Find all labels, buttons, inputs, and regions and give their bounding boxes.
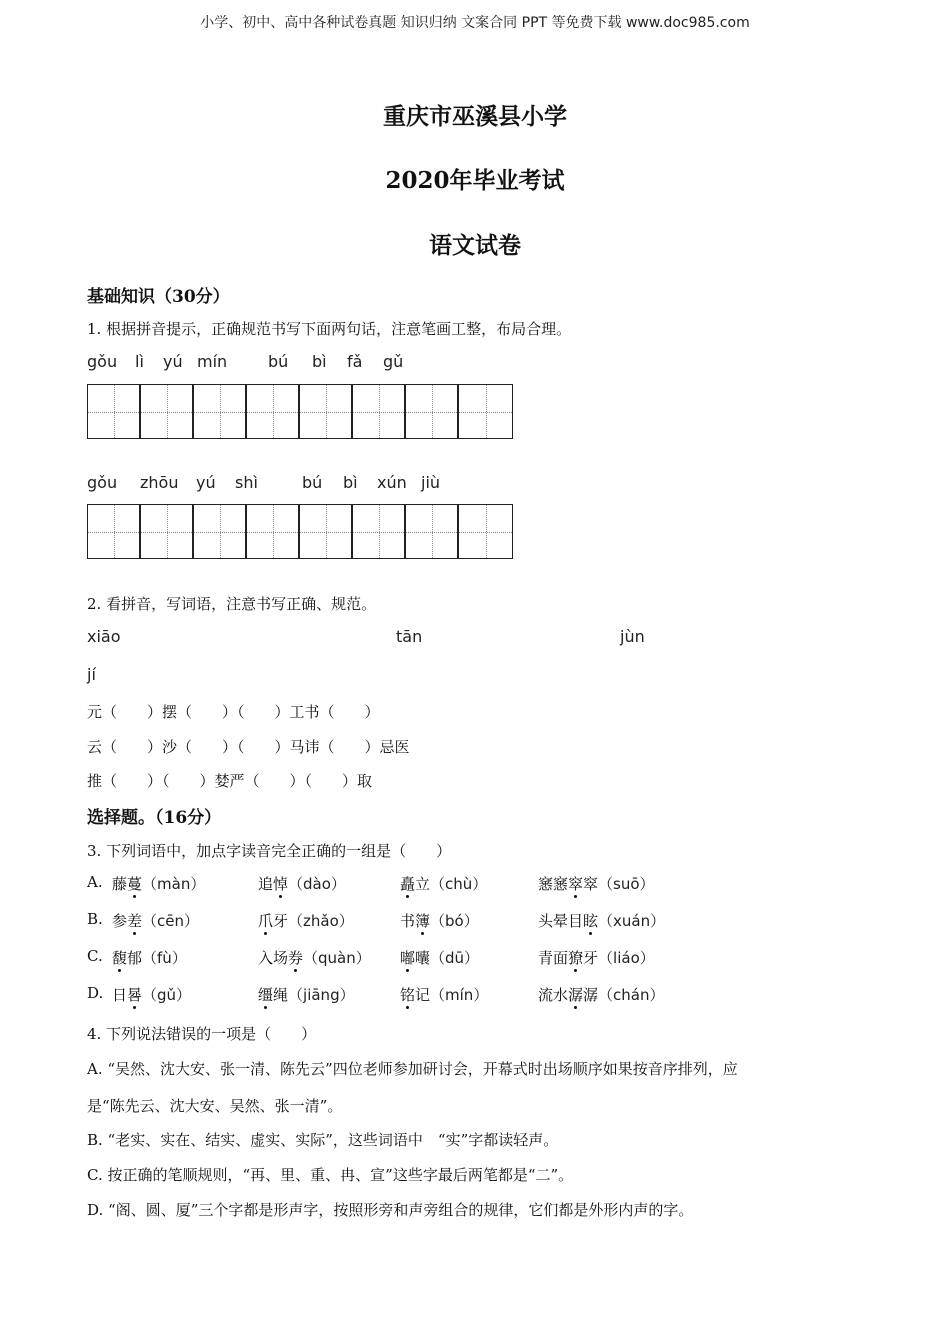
pinyin: bì (343, 473, 358, 492)
grid-cell[interactable] (194, 385, 247, 438)
option-item: 日晷（gǔ） (112, 986, 192, 1004)
grid-cell[interactable] (406, 385, 459, 438)
pinyin: xiāo (87, 627, 121, 646)
question-2: 2. 看拼音，写词语，注意书写正确、规范。 (87, 595, 377, 613)
school-title: 重庆市巫溪县小学 (383, 103, 567, 130)
exam-title: 2020年毕业考试 (385, 167, 565, 194)
dotted-char: 矗 (400, 875, 416, 893)
dotted-char: 簿 (415, 912, 431, 930)
option-item: 爪牙（zhǎo） (258, 912, 354, 930)
pinyin: tān (396, 627, 423, 646)
fill-row: 元（ ）摆（ ）（ ）工书（ ） (87, 703, 380, 721)
grid-cell[interactable] (141, 385, 194, 438)
grid-cell[interactable] (88, 505, 141, 558)
dotted-char: 悼 (273, 875, 289, 893)
grid-cell[interactable] (459, 385, 512, 438)
option-item: 追悼（dào） (258, 875, 346, 893)
question-3: 3. 下列词语中，加点字读音完全正确的一组是（ ） (87, 842, 452, 860)
option-label: C. (87, 947, 103, 965)
grid-cell[interactable] (459, 505, 512, 558)
option-item: 青面獠牙（liáo） (538, 949, 655, 967)
pinyin: gǒu (87, 352, 118, 371)
pinyin: jí (87, 665, 96, 684)
dotted-char: 晷 (127, 986, 143, 1004)
dotted-char: 爪 (258, 912, 274, 930)
grid-cell[interactable] (353, 385, 406, 438)
option-item: 参差（cēn） (112, 912, 200, 930)
pinyin: zhōu (140, 473, 179, 492)
dotted-char: 券 (288, 949, 304, 967)
pinyin: xún (377, 473, 407, 492)
pinyin: bú (302, 473, 323, 492)
fill-row: 云（ ）沙（ ）（ ）马讳（ ）忌医 (87, 738, 410, 756)
option-label: A. (87, 873, 103, 891)
subject-title: 语文试卷 (429, 232, 521, 259)
grid-cell[interactable] (194, 505, 247, 558)
option-item: 流水潺潺（chán） (538, 986, 665, 1004)
question-1: 1. 根据拼音提示，正确规范书写下面两句话，注意笔画工整，布局合理。 (87, 320, 572, 338)
pinyin: bì (312, 352, 327, 371)
dotted-char: 嘟 (400, 949, 416, 967)
page-header: 小学、初中、高中各种试卷真题 知识归纳 文案合同 PPT 等免费下载 www.doc985.com (200, 15, 750, 31)
pinyin: lì (135, 352, 144, 371)
grid-cell[interactable] (88, 385, 141, 438)
grid-cell[interactable] (141, 505, 194, 558)
option-label: B. (87, 910, 103, 928)
option-item: 铭记（mín） (400, 986, 489, 1004)
q4-line: D. “阁、圆、厦”三个字都是形声字，按照形旁和声旁组合的规律，它们都是外形内声的字。 (87, 1201, 694, 1219)
grid-cell[interactable] (406, 505, 459, 558)
dotted-char: 眩 (583, 912, 599, 930)
pinyin: mín (197, 352, 228, 371)
pinyin: bú (268, 352, 289, 371)
option-label: D. (87, 984, 104, 1002)
pinyin: gǒu (87, 473, 118, 492)
q4-line: C. 按正确的笔顺规则，“再、里、重、冉、宣”这些字最后两笔都是“二”。 (87, 1166, 574, 1184)
q4-line: A. “吴然、沈大安、张一清、陈先云”四位老师参加研讨会，开幕式时出场顺序如果按音序排列，应 (87, 1060, 738, 1078)
pinyin: gǔ (383, 352, 404, 371)
dotted-char: 缰 (258, 986, 274, 1004)
pinyin: yú (163, 352, 183, 371)
dotted-char: 差 (127, 912, 143, 930)
writing-grid-1[interactable] (87, 384, 513, 439)
q4-line: 是“陈先云、沈大安、吴然、张一清”。 (87, 1097, 343, 1115)
section-choice: 选择题。（16分） (87, 808, 222, 828)
dotted-char: 馥 (112, 949, 128, 967)
option-item: 馥郁（fù） (112, 949, 187, 967)
section-basic-knowledge: 基础知识（30分） (87, 287, 230, 307)
option-item: 矗立（chù） (400, 875, 488, 893)
option-item: 书簿（bó） (400, 912, 479, 930)
option-item: 窸窸窣窣（suō） (538, 875, 655, 893)
option-item: 藤蔓（màn） (112, 875, 206, 893)
pinyin: jùn (620, 627, 645, 646)
dotted-char: 蔓 (127, 875, 143, 893)
dotted-char: 铭 (400, 986, 416, 1004)
option-item: 嘟囔（dū） (400, 949, 480, 967)
q4-line: B. “老实、实在、结实、虚实、实际”，这些词语中 “实”字都读轻声。 (87, 1131, 559, 1149)
dotted-char: 窣 (568, 875, 584, 893)
grid-cell[interactable] (300, 505, 353, 558)
dotted-char: 獠 (568, 949, 584, 967)
grid-cell[interactable] (247, 505, 300, 558)
pinyin: yú (196, 473, 216, 492)
question-4: 4. 下列说法错误的一项是（ ） (87, 1025, 317, 1043)
writing-grid-2[interactable] (87, 504, 513, 559)
fill-row: 推（ ）（ ）婪严（ ）（ ）取 (87, 772, 373, 790)
option-item: 缰绳（jiāng） (258, 986, 355, 1004)
pinyin: fǎ (347, 352, 363, 371)
grid-cell[interactable] (247, 385, 300, 438)
option-item: 头晕目眩（xuán） (538, 912, 666, 930)
grid-cell[interactable] (300, 385, 353, 438)
option-item: 入场券（quàn） (258, 949, 371, 967)
grid-cell[interactable] (353, 505, 406, 558)
pinyin: shì (235, 473, 258, 492)
pinyin: jiù (421, 473, 441, 492)
dotted-char: 潺 (568, 986, 584, 1004)
